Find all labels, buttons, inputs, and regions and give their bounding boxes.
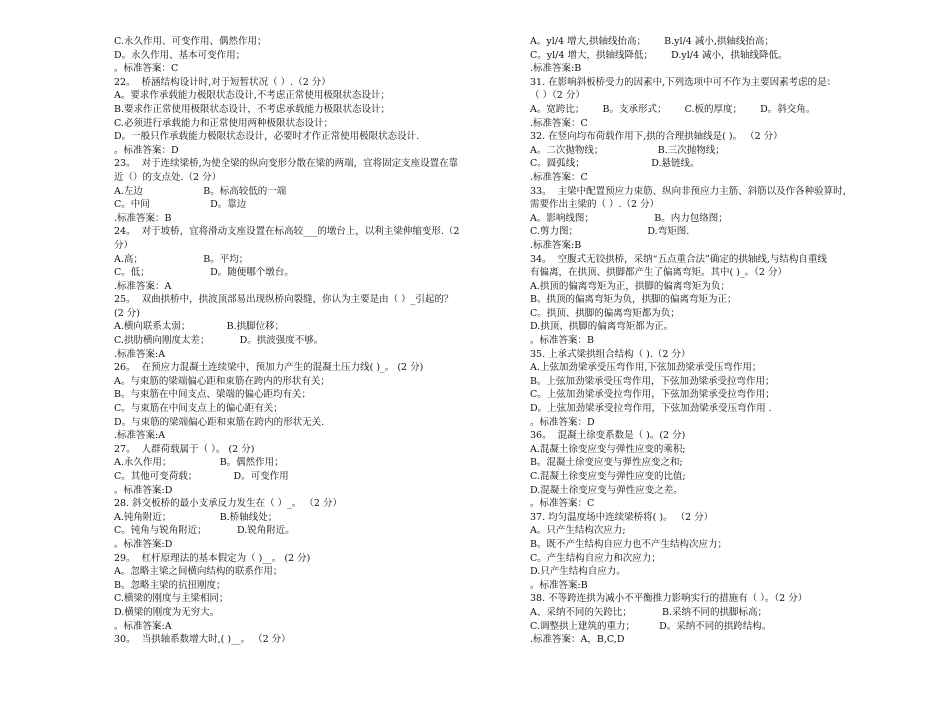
text-line: A.混凝土徐变应变与弹性应变的乘积; [530,443,686,455]
text-line: 。标准答案:A [114,620,172,632]
text-line: 32. 在竖向均布荷载作用下,拱的合理拱轴线是( )。 （2 分） [530,131,783,143]
text-line: .标准答案：B [114,212,172,224]
text-line: A。宽跨比； B。支承形式； C.板的厚度； D。斜交角。 [530,103,816,115]
text-line: C。产生结构自应力和次应力； [530,552,661,564]
text-line: A.拱顶的偏离弯矩为正，拱脚的偏离弯矩为负； [530,280,730,292]
right-column [530,35,875,647]
text-line: 。标准答案：C [530,498,595,510]
text-line: B。拱顶的偏离弯矩为负，拱脚的偏离弯矩为正； [530,294,737,306]
text-line: A.左边 B。标高较低的一端 [114,185,287,197]
text-line: （ ）（2 分） [530,90,585,102]
text-line: B。混凝土徐变应变与弹性应变之和; [530,457,683,469]
text-line: C.调整拱上建筑的重力； D。采纳不同的拱跨结构。 [530,620,772,632]
left-column [114,35,498,647]
text-line: .标准答案：A，B,C,D [530,634,625,646]
text-line: A。影响线图； B。内力包络图； [530,212,728,224]
text-line: .标准答案：A [114,280,172,292]
text-line: 29。 杠杆原理法的基本假定为（ )__。 (2 分) [114,552,311,564]
text-line: 。标准答案:B [530,579,588,591]
text-line: A。yl/4 增大,拱轴线抬高； B.yl/4 减小,拱轴线抬高； [530,36,774,47]
text-line: D。与束筋的梁端偏心距和束筋在跨内的形状无关. [114,416,325,428]
text-line: A。与束筋的梁端偏心距和束筋在跨内的形状有关； [114,375,330,387]
text-line: C。钝角与锐角附近； D.锐角附近。 [114,525,295,537]
text-line: B。与束筋在中间支点、梁端的偏心距均有关； [114,389,311,401]
text-line: C。其他可变荷载； D。可变作用 [114,471,289,482]
text-line: 30。 当拱轴系数增大时,( )__。 （2 分） [114,634,291,646]
text-line: 35. 上承式梁拱组合结构（ ).（2 分） [530,348,691,360]
text-line: 。标准答案：D [530,416,595,428]
text-line: .标准答案:B [530,239,582,251]
text-line: B.要求作正常使用极限状态设计，不考虑承载能力极限状态设计； [114,103,391,115]
text-line: C。yl/4 增大，拱轴线降低； D.yl/4 减小，拱轴线降低。 [530,49,788,61]
text-line: A.横向联系太弱； B.拱脚位移； [114,321,285,333]
text-line: 近（）的支点处.（2 分） [114,171,222,183]
text-line: D.拱顶、拱脚的偏离弯矩都为正。 [530,321,674,333]
text-line: A。忽略主梁之间横向结构的联系作用； [114,566,283,578]
text-line: 。标准答案：B [530,335,594,347]
text-line: C。上弦加劲梁承受拉弯作用，下弦加劲梁承受拉弯作用； [530,389,775,401]
text-line: 22。 桥涵结构设计时,对于短暂状况（ ）.（2 分） [114,76,331,88]
text-line: 分） [114,239,134,251]
text-line: 37. 均匀温度场中连续梁桥将( )。 （2 分） [530,511,714,523]
text-line: .标准答案：C [530,171,588,183]
text-line: D。永久作用、基本可变作用； [114,49,246,61]
text-line: 28. 斜交板桥的最小支承反力发生在（ ）_。 （2 分） [114,498,342,510]
text-line: C。拱顶、拱脚的偏离弯矩都为负； [530,307,680,319]
text-line: 。标准答案：C [114,63,179,75]
text-line: 33。 主梁中配置预应力束筋、纵向非预应力主筋、斜筋以及作各种验算时， [530,185,853,197]
text-line: A。只产生结构次应力; [530,525,626,537]
text-line: 有偏离，在拱顶、拱脚都产生了偏离弯矩。其中( )_。（2 分） [530,267,787,279]
text-line: 36。 混凝土徐变系数是（ )。(2 分) [530,430,686,442]
text-line: 24。 对于坡桥，宜将滑动支座设置在标高较___的墩台上，以利主梁伸缩变形.（2 [114,226,460,238]
text-line: D.只产生结构自应力。 [530,566,626,578]
text-line: D。一般只作承载能力极限状态设计，必要时才作正常使用极限状态设计. [114,131,420,143]
text-line: .标准答案:A [114,430,166,442]
text-line: .标准答案:A [114,348,166,360]
text-line: 38. 不等跨连拱为减小不平衡推力影响实行的措施有（ ）。（2 分） [530,593,808,605]
text-line: 23。 对于连续梁桥,为使全梁的纵向变形分散在梁的两端，宜将固定支座设置在靠 [114,158,459,170]
text-line: 。标准答案:D [114,484,173,496]
text-line: 。标准答案：D [114,144,179,156]
text-line: A。二次抛物线； B.三次抛物线； [530,144,725,156]
text-line: C.必须进行承载能力和正常使用两种极限状态设计； [114,117,333,129]
text-line: A.高； B。平均； [114,253,249,265]
text-line: C。中间 D。靠边 [114,199,247,211]
text-line: .标准答案：C [530,117,588,129]
text-line: C.剪力图； D.弯矩图. [530,226,690,238]
text-line: B。既不产生结构自应力也不产生结构次应力； [530,538,727,550]
text-line: 25。 双曲拱桥中，拱波顶部易出现纵桥向裂缝，你认为主要是由（ ）_引起的？ [114,294,454,306]
text-line: C.横梁的刚度与主梁相同； [114,593,229,605]
text-line: A、采纳不同的矢跨比； B.采纳不同的拱脚标高； [530,606,768,618]
text-line: C.混凝土徐变应变与弹性应变的比值; [530,471,686,482]
text-line: A.钝角附近； B.桥轴线处； [114,511,278,523]
text-line: C。与束筋在中间支点上的偏心距有关； [114,403,283,415]
text-line: .标准答案:B [530,63,582,75]
text-line: D.横梁的刚度为无穷大。 [114,606,220,618]
text-line: B。上弦加劲梁承受压弯作用，下弦加劲梁承受拉弯作用； [530,375,775,387]
text-line: B。忽略主梁的抗扭刚度； [114,579,226,591]
text-line: C。圆弧线； D.悬链线。 [530,158,700,170]
text-line: 27。 人群荷载属于（ ）。 (2 分) [114,443,255,455]
text-line: A.上弦加劲梁承受压弯作用,下弦加劲梁承受压弯作用； [530,362,762,374]
text-line: A.永久作用； B。偶然作用； [114,457,284,469]
text-line: A。要求作承载能力极限状态设计,不考虑正常使用极限状态设计； [114,90,390,102]
text-line: 34。 空腹式无铰拱桥，采纳“五点重合法”确定的拱轴线,与结构自重线 [530,253,827,265]
text-line: C.永久作用、可变作用、偶然作用； [114,36,267,47]
text-line: 。标准答案:D [114,538,173,550]
text-line: 26。 在预应力混凝土连续梁中，预加力产生的混凝土压力线( )_。 (2 分) [114,362,424,374]
text-line: 需要作出主梁的（ ）.（2 分） [530,199,660,211]
text-line: D.混凝土徐变应变与弹性应变之差。 [530,484,683,496]
text-line: C.拱肋横向刚度太差； D。拱波强度不够。 [114,335,324,347]
text-line: C。低； D。随便哪个墩台。 [114,267,294,279]
text-line: 31. 在影响斜板桥受力的因素中,下列选项中可不作为主要因素考虑的是： [530,76,837,88]
text-line: D。上弦加劲梁承受拉弯作用，下弦加劲梁承受压弯作用 . [530,403,772,415]
text-line: (2 分) [114,307,140,319]
